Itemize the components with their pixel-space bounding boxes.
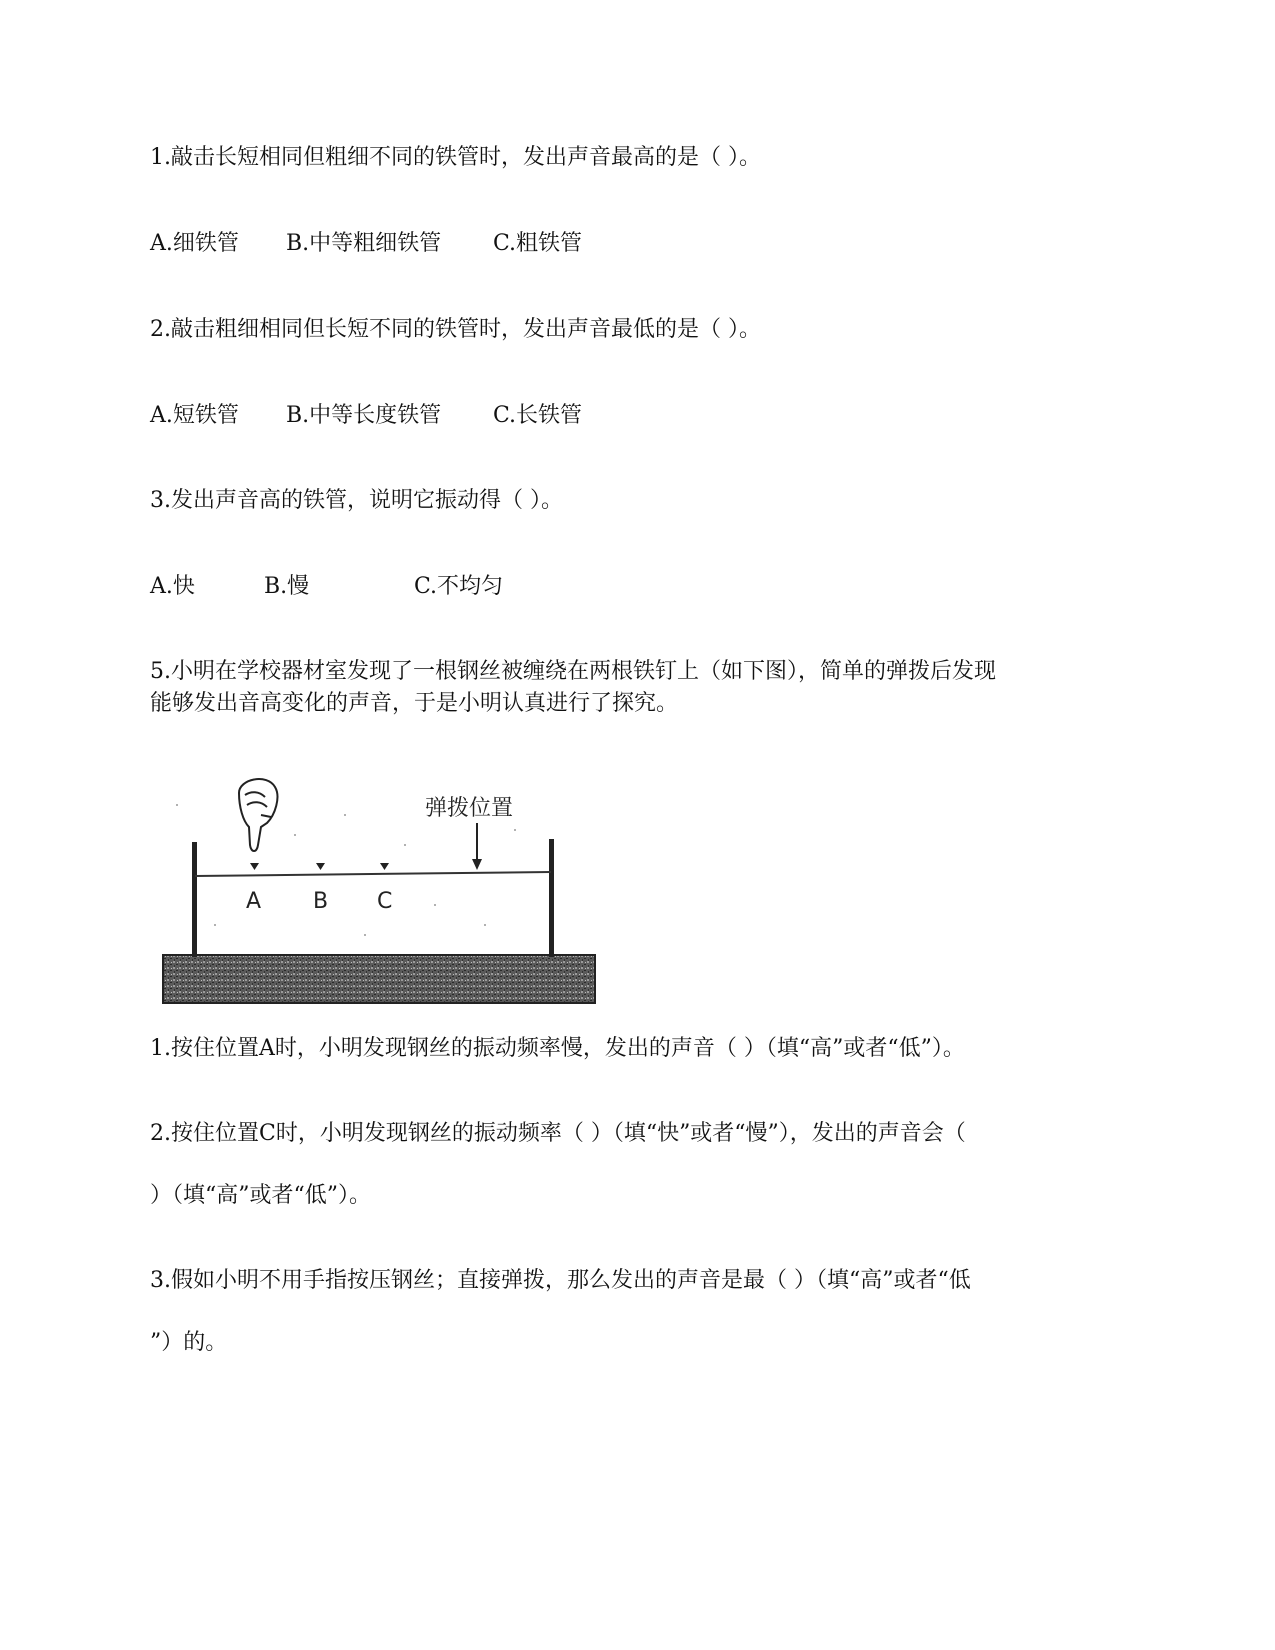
question-5-stem-line2: 能够发出音高变化的声音，于是小明认真进行了探究。	[150, 691, 679, 716]
left-nail	[192, 842, 197, 957]
question-2-stem: 2.敲击粗细相同但长短不同的铁管时，发出声音最低的是（ ）。	[150, 317, 761, 342]
marker-a	[250, 863, 259, 870]
label-b: B	[313, 889, 329, 914]
pluck-position-caption: 弹拨位置	[425, 796, 514, 821]
label-a: A	[246, 889, 262, 914]
question-1-options	[150, 228, 582, 260]
question-2-option-b: B.中等长度铁管	[286, 403, 442, 428]
question-2-options	[150, 400, 582, 432]
question-3-option-c: C.不均匀	[414, 574, 504, 599]
sub-question-1: 1.按住位置A时，小明发现钢丝的振动频率慢，发出的声音（ ）（填“高”或者“低”）。	[150, 1036, 965, 1061]
question-3-stem: 3.发出声音高的铁管，说明它振动得（ ）。	[150, 488, 563, 513]
question-3-options	[150, 571, 503, 603]
question-1-option-b: B.中等粗细铁管	[286, 231, 442, 256]
question-3-option-a: A.快	[150, 574, 195, 599]
question-5-stem-line1: 5.小明在学校器材室发现了一根钢丝被缠绕在两根铁钉上（如下图），简单的弹拨后发现	[150, 659, 996, 684]
marker-b	[316, 863, 325, 870]
sub-question-3-line2: ”）的。	[150, 1330, 228, 1355]
sub-question-2-line2: ）（填“高”或者“低”）。	[150, 1183, 371, 1208]
pluck-arrow-head	[472, 859, 482, 870]
sub-question-3-line1: 3.假如小明不用手指按压钢丝；直接弹拨，那么发出的声音是最（ ）（填“高”或者“低	[150, 1268, 971, 1293]
steel-wire	[195, 872, 551, 876]
question-3-option-b: B.慢	[264, 574, 310, 599]
wooden-base	[163, 955, 595, 1003]
background-specks	[176, 804, 516, 936]
right-nail	[549, 839, 554, 957]
question-1-stem: 1.敲击长短相同但粗细不同的铁管时，发出声音最高的是（ ）。	[150, 145, 761, 170]
pointing-hand-icon	[239, 779, 277, 851]
wire-experiment-figure	[155, 775, 615, 1025]
marker-c	[380, 863, 389, 870]
question-1-option-c: C.粗铁管	[493, 231, 583, 256]
question-2-option-a: A.短铁管	[150, 403, 239, 428]
label-c: C	[377, 889, 393, 914]
question-1-option-a: A.细铁管	[150, 231, 239, 256]
sub-question-2-line1: 2.按住位置C时，小明发现钢丝的振动频率（ ）（填“快”或者“慢”），发出的声音会（	[150, 1121, 966, 1146]
question-2-option-c: C.长铁管	[493, 403, 583, 428]
